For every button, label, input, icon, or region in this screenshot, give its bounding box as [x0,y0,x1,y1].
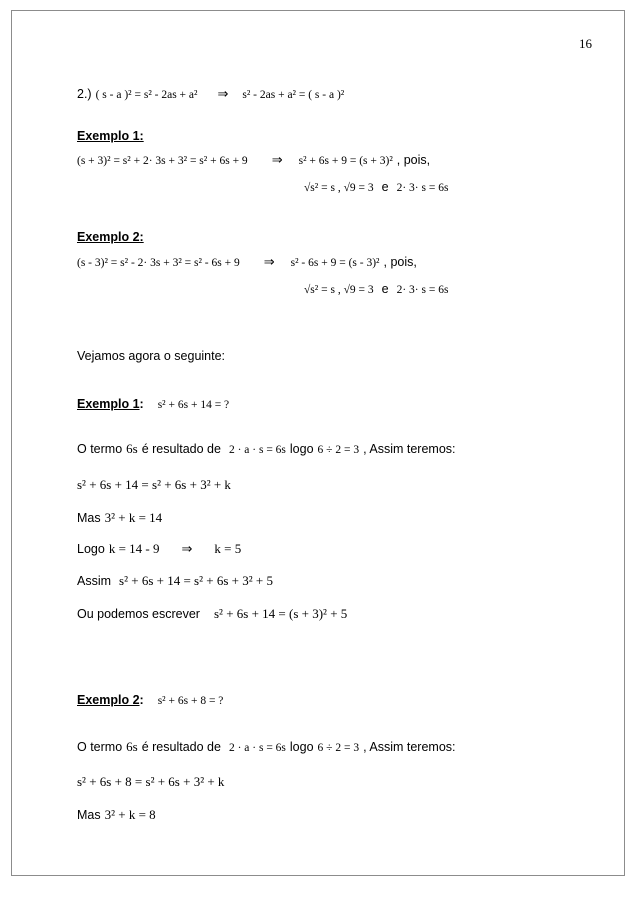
item2-formula-right: s² - 2as + a² = ( s - a )² [242,89,345,101]
example1-justification-a: √s² = s , √9 = 3 [304,182,374,194]
item2-label: 2.) [77,87,92,101]
example1-connector: e [381,180,389,194]
example2-pois: , pois, [383,255,417,269]
exA-line1-expr: 2 · a · s = 6s [228,444,286,456]
item2-formula-left: ( s - a )² = s² - 2as + a² [95,89,198,101]
exB-heading: Exemplo 2 [77,693,140,707]
example2-justification [300,282,452,296]
page-number: 16 [579,36,592,51]
example2-arrow: ⇒ [263,254,275,269]
exA-line3 [77,510,166,526]
exB-heading-line [77,693,227,707]
exA-line4 [77,541,245,557]
exA-line1-logo: logo [289,442,314,456]
example2-justification-a: √s² = s , √9 = 3 [304,284,374,296]
exA-line2 [77,477,235,493]
example1-justification [300,180,452,194]
exA-line6-expr: s² + 6s + 14 = (s + 3)² + 5 [213,606,348,621]
example2-line [77,254,417,270]
example1-heading: Exemplo 1: [77,129,144,143]
exB-line1-logo: logo [289,740,314,754]
exA-line5-prefix: Assim [77,574,112,588]
example2-heading: Exemplo 2: [77,230,144,244]
example2-justification-b: 2· 3· s = 6s [396,284,449,296]
exB-line1-mid: é resultado de [141,740,221,754]
exB-line3-prefix: Mas [77,808,101,822]
example1-formula-right: s² + 6s + 9 = (s + 3)² [298,155,393,167]
exB-line1-div: 6 ÷ 2 = 3 [317,742,360,754]
exA-line4-expr: k = 14 - 9 [108,541,160,556]
example1-formula-left: (s + 3)² = s² + 2· 3s + 3² = s² + 6s + 9 [77,155,248,167]
exA-problem: s² + 6s + 14 = ? [157,399,230,411]
exA-line1-prefix: O termo [77,442,123,456]
exA-line1-term: 6s [126,441,138,456]
example1-line [77,152,430,168]
exB-line1-term: 6s [126,739,138,754]
exB-problem: s² + 6s + 8 = ? [157,695,224,707]
exA-line4-arrow: ⇒ [181,541,193,556]
exA-line6-prefix: Ou podemos escrever [77,607,200,621]
exB-line3 [77,807,160,823]
example1-arrow: ⇒ [271,152,283,167]
exA-line5-expr: s² + 6s + 14 = s² + 6s + 3² + 5 [119,573,273,588]
exA-line1-suffix: , Assim teremos: [363,442,456,456]
exA-heading: Exemplo 1 [77,397,140,411]
exA-line3-expr: 3² + k = 14 [104,510,163,525]
exB-line1-prefix: O termo [77,740,123,754]
exB-colon: : [139,693,144,707]
exB-line3-expr: 3² + k = 8 [104,807,156,822]
example1-pois: , pois, [396,153,431,167]
item2-arrow: ⇒ [217,86,229,101]
intro-text: Vejamos agora o seguinte: [77,349,226,363]
exA-line5 [77,573,277,589]
example2-connector: e [381,282,389,296]
exA-line4-result: k = 5 [214,541,242,556]
item2-line [77,86,348,102]
example1-justification-b: 2· 3· s = 6s [396,182,449,194]
exB-line1-expr: 2 · a · s = 6s [228,742,286,754]
exB-line1-suffix: , Assim teremos: [363,740,456,754]
exB-line2 [77,774,228,790]
exA-heading-line [77,397,233,411]
exB-line2-expr: s² + 6s + 8 = s² + 6s + 3² + k [77,774,225,789]
exA-line1-div: 6 ÷ 2 = 3 [317,444,360,456]
exA-line6 [77,606,351,622]
exA-line4-prefix: Logo [77,542,105,556]
exA-line2-expr: s² + 6s + 14 = s² + 6s + 3² + k [77,477,231,492]
exA-line1 [77,441,456,457]
example2-formula-right: s² - 6s + 9 = (s - 3)² [290,257,380,269]
exA-line3-prefix: Mas [77,511,101,525]
example2-formula-left: (s - 3)² = s² - 2· 3s + 3² = s² - 6s + 9 [77,257,240,269]
exA-colon: : [139,397,144,411]
exA-line1-mid: é resultado de [141,442,221,456]
exB-line1 [77,739,456,755]
